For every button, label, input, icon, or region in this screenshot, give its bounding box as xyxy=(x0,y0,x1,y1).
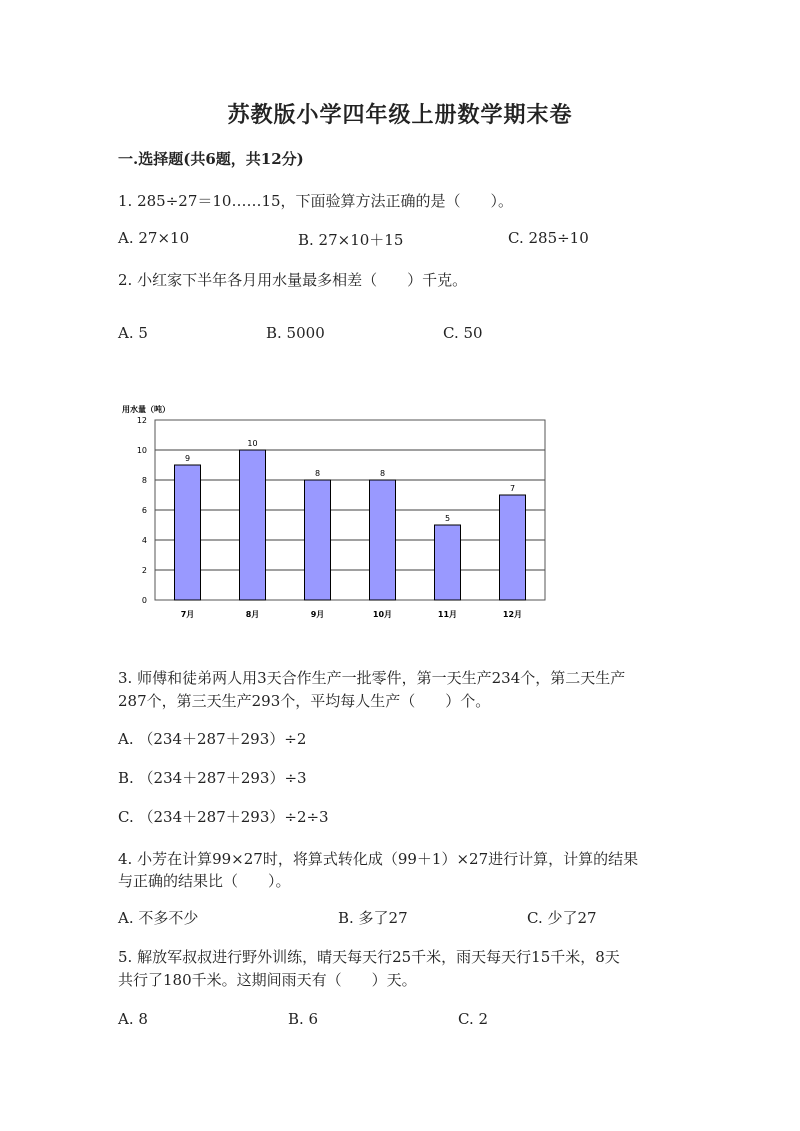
bar xyxy=(305,480,331,600)
y-tick-label: 2 xyxy=(141,566,147,575)
q2-option-b[interactable]: B. 5000 xyxy=(266,324,325,342)
x-tick-label: 11月 xyxy=(437,610,458,619)
question-5-text-line-1: 5. 解放军叔叔进行野外训练，晴天每天行25千米，雨天每天行15千米，8天 xyxy=(118,948,620,966)
question-5-text-line-2: 共行了180千米。这期间雨天有（ ）天。 xyxy=(118,971,417,989)
x-tick-label: 7月 xyxy=(180,610,195,619)
q2-option-c[interactable]: C. 50 xyxy=(443,324,483,342)
data-label: 5 xyxy=(444,514,451,523)
q3-option-b[interactable]: B. （234＋287＋293）÷3 xyxy=(118,769,307,787)
x-tick-label: 8月 xyxy=(245,610,260,619)
q3-option-c[interactable]: C. （234＋287＋293）÷2÷3 xyxy=(118,808,329,826)
data-label: 8 xyxy=(379,469,386,478)
q5-option-b[interactable]: B. 6 xyxy=(288,1010,319,1028)
q4-option-a[interactable]: A. 不多不少 xyxy=(118,909,199,927)
q5-option-a[interactable]: A. 8 xyxy=(118,1010,148,1028)
q1-option-c[interactable]: C. 285÷10 xyxy=(508,229,589,247)
section-heading: 一.选择题(共6题，共12分) xyxy=(118,150,304,168)
question-3-text-line-1: 3. 师傅和徒弟两人用3天合作生产一批零件，第一天生产234个，第二天生产 xyxy=(118,669,626,687)
y-tick-label: 12 xyxy=(136,416,147,425)
question-2-text: 2. 小红家下半年各月用水量最多相差（ ）千克。 xyxy=(118,271,468,289)
page-title: 苏教版小学四年级上册数学期末卷 xyxy=(227,102,573,128)
q1-option-b[interactable]: B. 27×10＋15 xyxy=(298,231,404,249)
y-axis-label: 用水量（吨） xyxy=(122,405,170,414)
y-tick-label: 4 xyxy=(141,536,147,545)
question-4-text-line-2: 与正确的结果比（ ）。 xyxy=(118,872,291,890)
question-3-text-line-2: 287个，第三天生产293个，平均每人生产（ ）个。 xyxy=(118,692,491,710)
data-label: 10 xyxy=(247,439,258,448)
y-tick-label: 6 xyxy=(141,506,147,515)
water-usage-bar-chart xyxy=(118,398,558,628)
y-tick-label: 10 xyxy=(136,446,147,455)
q1-option-a[interactable]: A. 27×10 xyxy=(118,229,190,247)
bar xyxy=(175,465,201,600)
q4-option-c[interactable]: C. 少了27 xyxy=(527,909,597,927)
q4-option-b[interactable]: B. 多了27 xyxy=(338,909,408,927)
x-tick-label: 12月 xyxy=(502,610,523,619)
y-tick-label: 8 xyxy=(141,476,147,485)
data-label: 9 xyxy=(184,454,191,463)
data-label: 7 xyxy=(509,484,516,493)
bar xyxy=(370,480,396,600)
bar xyxy=(240,450,266,600)
y-tick-label: 0 xyxy=(141,596,147,605)
q3-option-a[interactable]: A. （234＋287＋293）÷2 xyxy=(118,730,307,748)
bar xyxy=(500,495,526,600)
bar xyxy=(435,525,461,600)
data-label: 8 xyxy=(314,469,321,478)
x-tick-label: 10月 xyxy=(372,610,393,619)
q2-option-a[interactable]: A. 5 xyxy=(118,324,148,342)
x-tick-label: 9月 xyxy=(310,610,325,619)
question-4-text-line-1: 4. 小芳在计算99×27时，将算式转化成（99＋1）×27进行计算，计算的结果 xyxy=(118,850,639,868)
q5-option-c[interactable]: C. 2 xyxy=(458,1010,489,1028)
question-1-text: 1. 285÷27＝10……15，下面验算方法正确的是（ ）。 xyxy=(118,192,514,210)
